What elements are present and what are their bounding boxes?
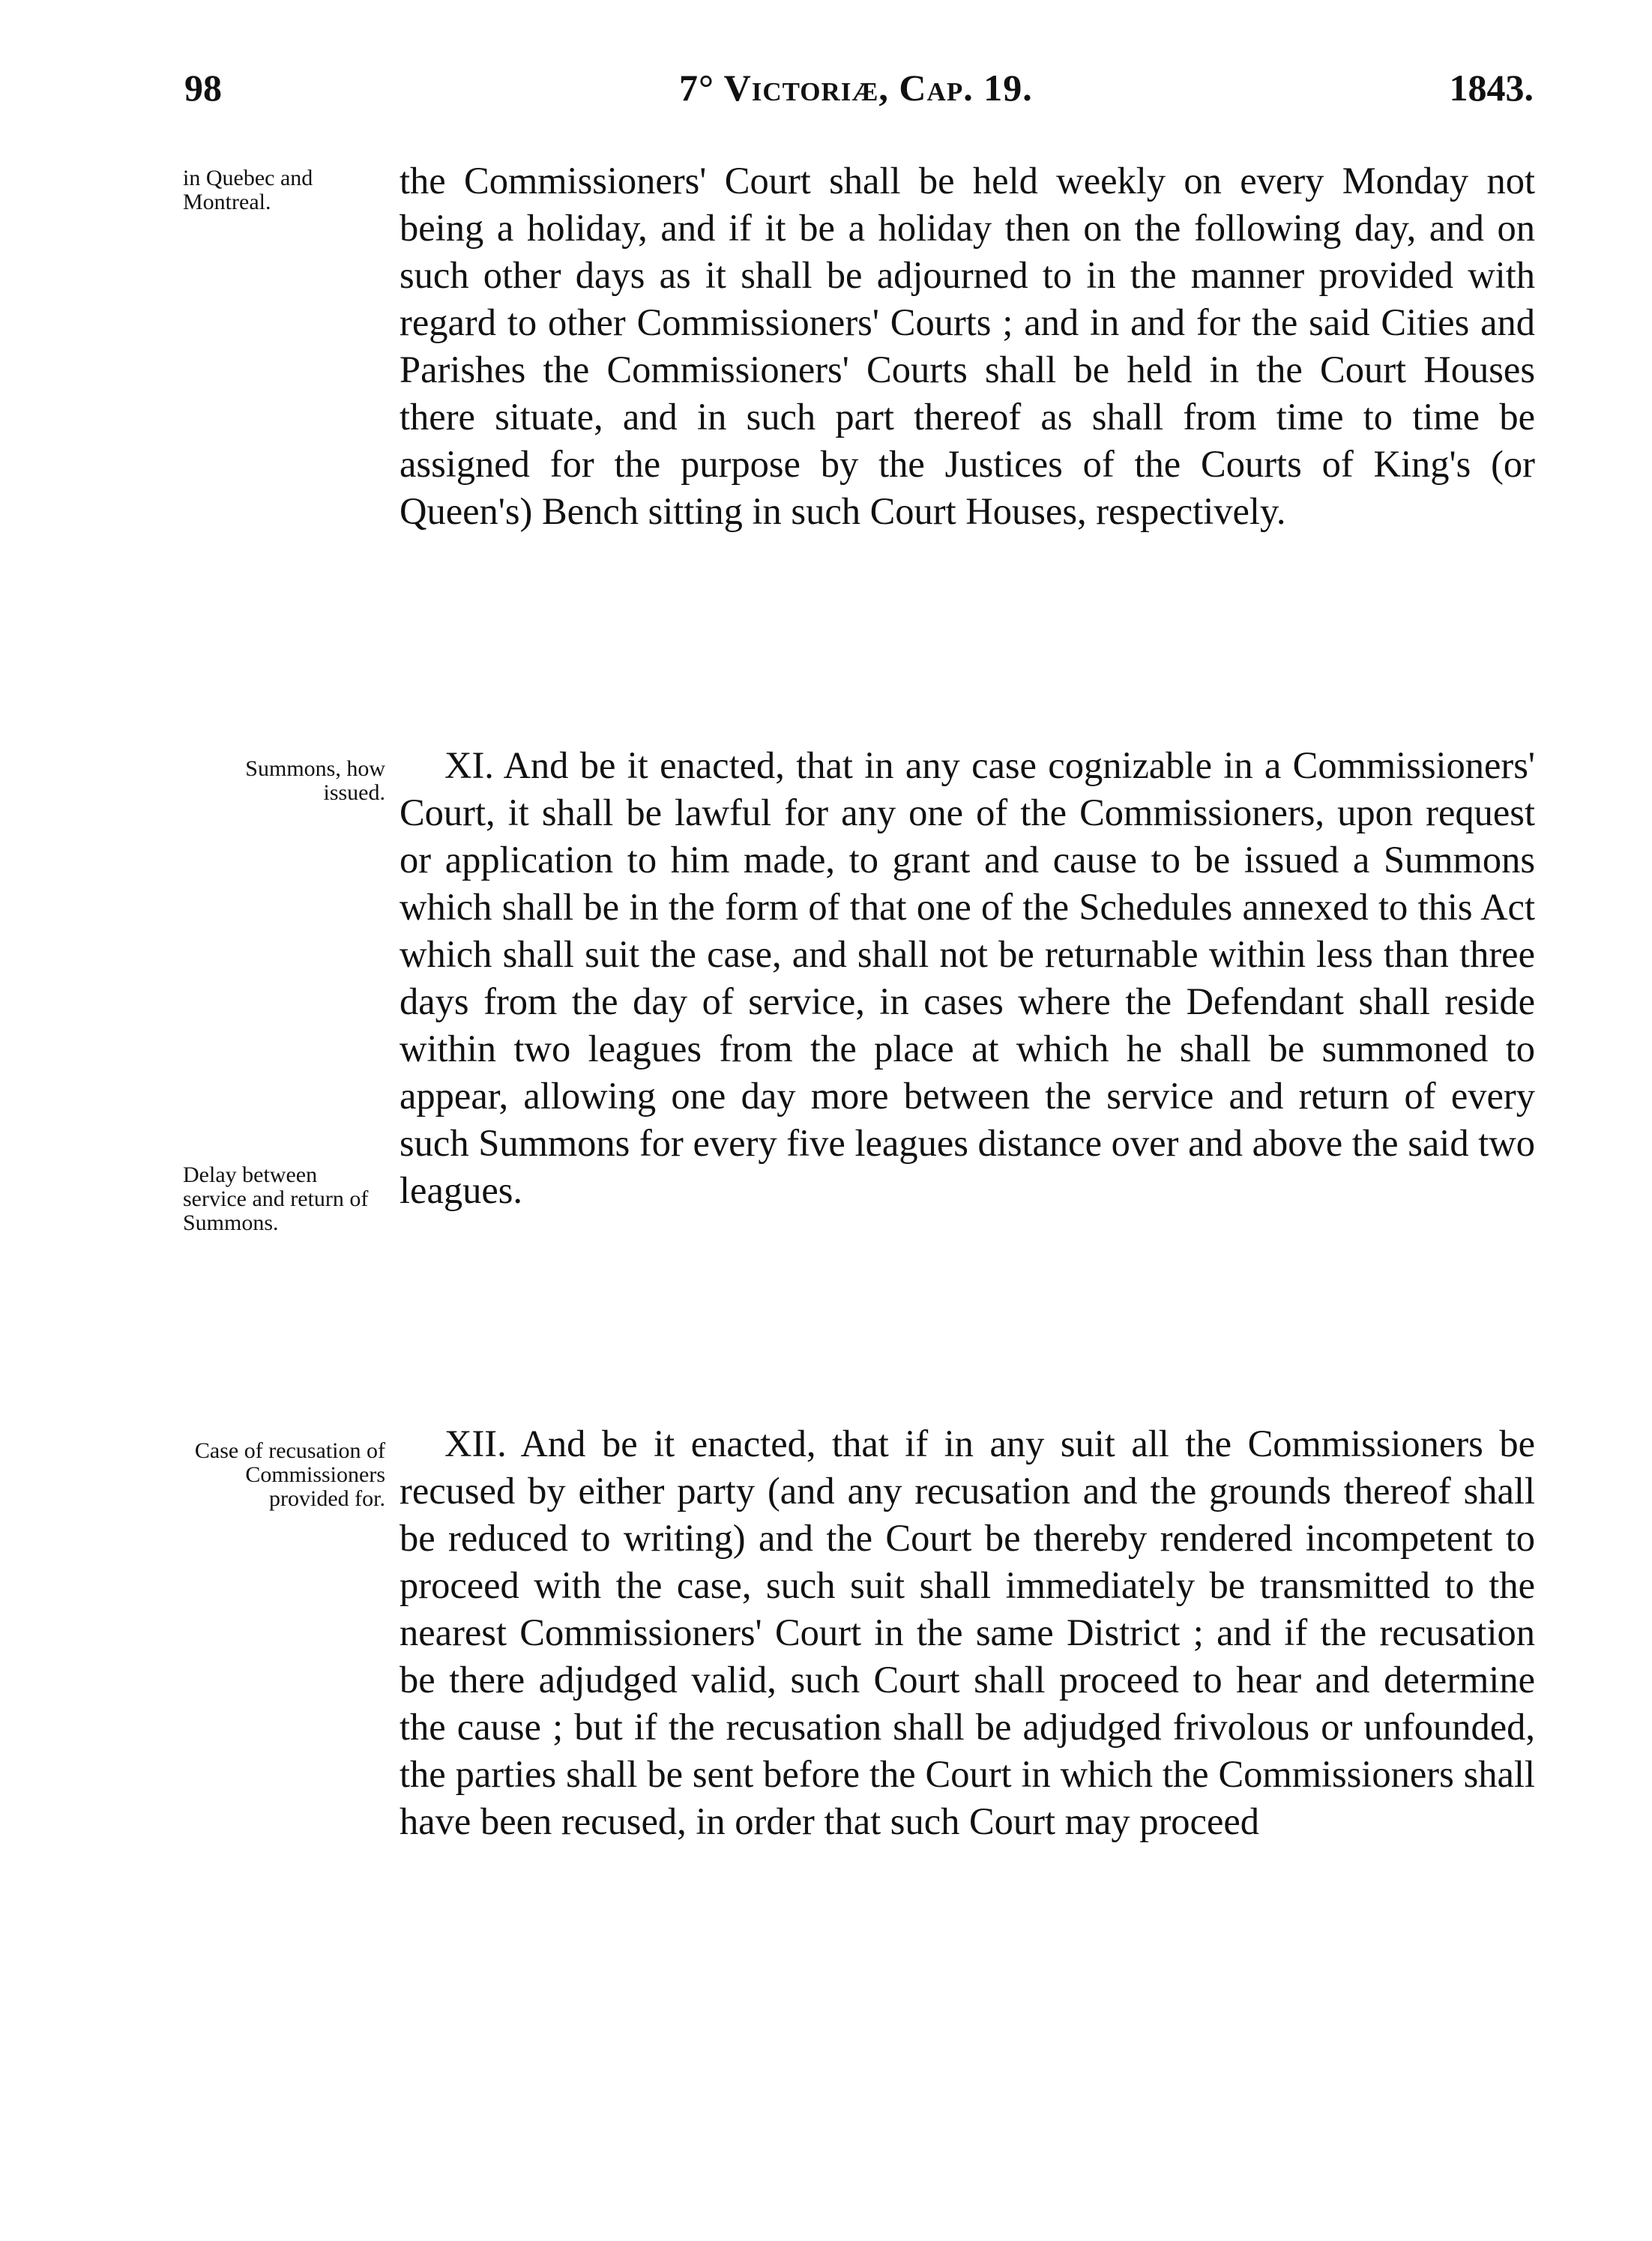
section-xi: XI. And be it enacted, that in any case cognizable in a Commissioners' Court, it shall be lawful for any one of the Commissioners, upon request or application to him made, to grant and cause to be issued a Summons which shall be in the form of that one of the Schedules annexed to this Act which shall suit the case, and shall not be returnable within less than three days from the day of service, in cases where the Defendant shall reside within two leagues from the place at which he shall be summoned to appear, allowing one day more between the service and return of every such Summons for every five leagues distance over and above the said two leagues. <box>400 744 1535 1211</box>
margin-note-delay: Delay between service and return of Summons. <box>183 1162 369 1235</box>
page-header <box>184 66 1534 118</box>
page-number: 98 <box>184 67 222 109</box>
margin-note-quebec: in Quebec and Montreal. <box>183 166 313 214</box>
margin-note-summons: Summons, how issued. <box>245 756 385 805</box>
running-head: 7° Victoriæ, Cap. 19. <box>679 67 1033 109</box>
continuation-paragraph: the Commissioners' Court shall be held weekly on every Monday not being a holiday, and if it be a holiday then on the following day, and on such other days as it shall be adjourned to in the manner provided with regard to other Commissioners' Courts ; and in and for the said Cities and Parishes the Commissioners' Courts shall be held in the Court Houses there situate, and in such part thereof as shall from time to time be assigned for the purpose by the Justices of the Courts of King's (or Queen's) Bench sitting in such Court Houses, respectively. <box>400 160 1535 532</box>
year: 1843. <box>1449 67 1534 109</box>
margin-note-recusation: Case of recusation of Commissioners provided for. <box>194 1438 385 1511</box>
section-xii: XII. And be it enacted, that if in any suit all the Commissioners be recused by either party (and any recusation and the grounds thereof shall be reduced to writing) and the Court be thereby rendered incompetent to proceed with the case, such suit shall immediately be transmitted to the nearest Commissioners' Court in the same District ; and if the recusation be there adjudged valid, such Court shall proceed to hear and determine the cause ; but if the recusation shall be adjudged frivolous or unfounded, the parties shall be sent before the Court in which the Commissioners shall have been recused, in order that such Court may proceed <box>400 1423 1535 1842</box>
